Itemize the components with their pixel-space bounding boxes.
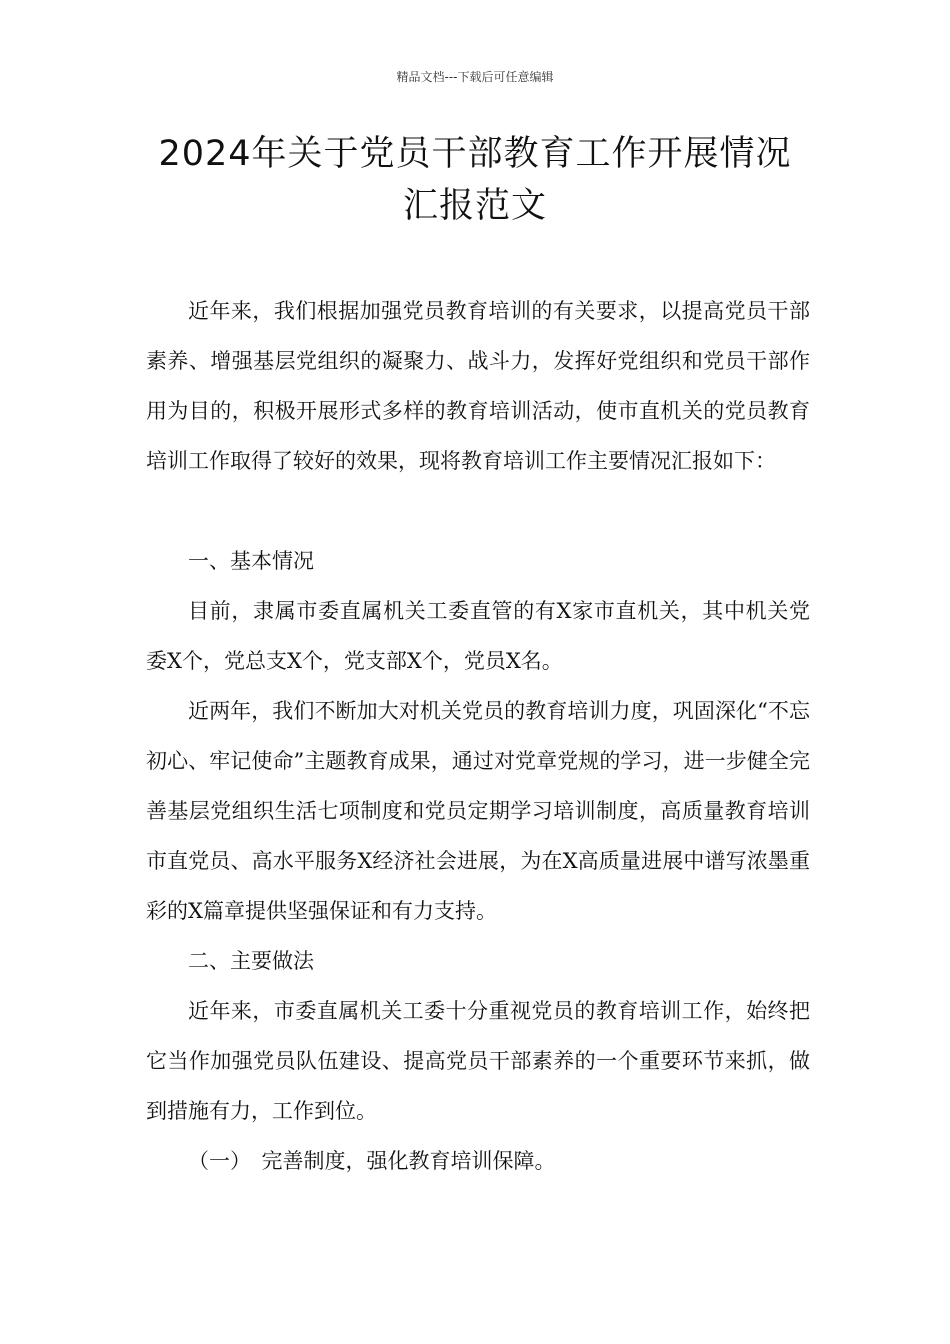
document-title [100,128,850,232]
paragraph-practices-intro: 近年来，市委直属机关工委十分重视党员的教育培训工作，始终把它当作加强党员队伍建设、提高党员干部素养的一个重要环节来抓，做到措施有力，工作到位。 [146,999,810,1123]
title-line-1: 2024年关于党员干部教育工作开展情况 [158,134,792,174]
intro-paragraph: 近年来，我们根据加强党员教育培训的有关要求，以提高党员干部素养、增强基层党组织的凝聚力、战斗力，发挥好党组织和党员干部作用为目的，积极开展形式多样的教育培训活动，使市直机关的党员教育培训工作取得了较好的效果，现将教育培训工作主要情况汇报如下： [146,299,810,473]
paragraph-organization-count: 目前，隶属市委直属机关工委直管的有X家市直机关，其中机关党委X个，党总支X个，党支部X个，党员X名。 [146,599,810,673]
title-line-2: 汇报范文 [402,186,547,226]
header-note: 精品文档---下载后可任意编辑 [396,70,554,84]
document-body [146,286,810,1186]
subsection-heading-1: （一） 完善制度，强化教育培训保障。 [188,1149,556,1173]
paragraph-training-efforts: 近两年，我们不断加大对机关党员的教育培训力度，巩固深化“不忘初心、牢记使命”主题教育成果，通过对党章党规的学习，进一步健全完善基层党组织生活七项制度和党员定期学习培训制度，高质量教育培训市直党员、高水平服务X经济社会进展，为在X高质量进展中谱写浓墨重彩的X篇章提供坚强保证和有力支持。 [146,699,810,923]
section-heading-practices: 二、主要做法 [188,949,314,973]
section-heading-basic: 一、基本情况 [188,549,314,573]
